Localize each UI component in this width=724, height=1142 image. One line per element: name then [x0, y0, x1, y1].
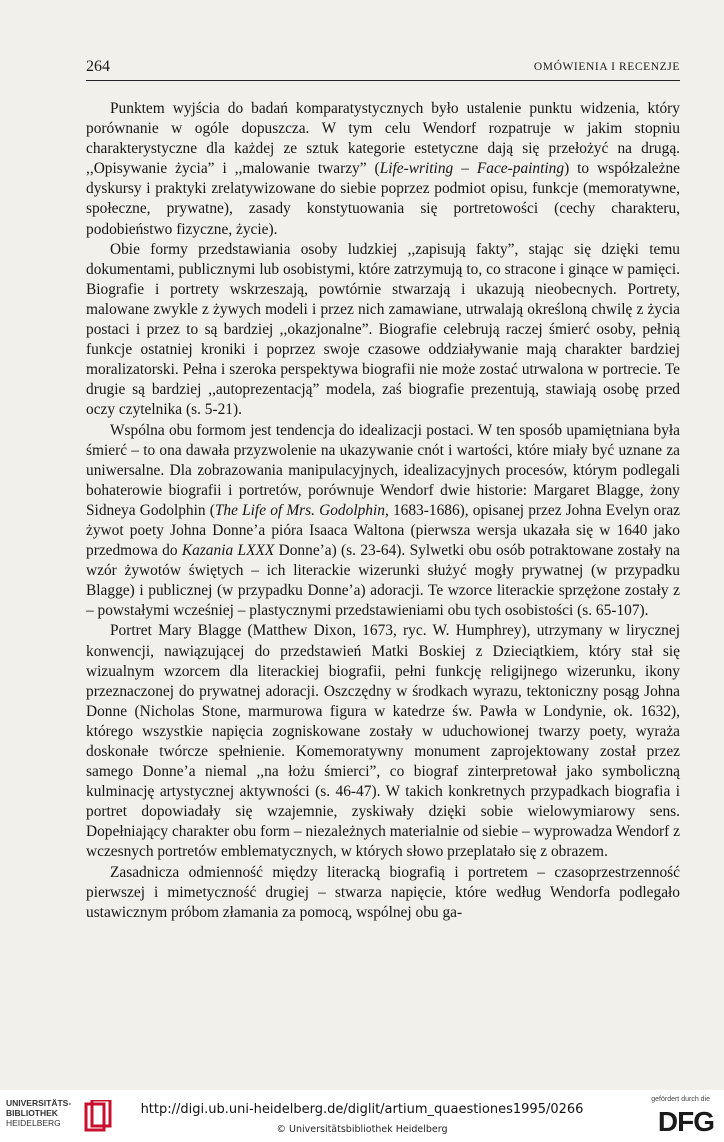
copyright-notice: © Universitätsbibliothek Heidelberg — [276, 1124, 448, 1135]
paragraph: Portret Mary Blagge (Matthew Dixon, 1673, ryc. W. Humphrey), utrzymany w lirycznej konwencji, nawiązującej do przedstawień Matki Boskiej z Dzieciątkiem, który stał się wizualnym wzorcem dla literackiej biografii, pełni funkcję religijnego wizerunku, ikony przeznaczonej do prywatnej adoracji. Oszczędny w środkach wyrazu, tektoniczny posąg Johna Donne (Nicholas Stone, marmurowa figura w katedrze św. Pawła w Londynie, ok. 1632), którego wszystkie napięcia zogniskowane zostały w uduchowionej twarzy poety, wyraża doskonałe twórcze spełnienie. Komemoratywny monument zaprojektowany został przez samego Donne’a niemal ,,na łożu śmierci”, co biograf zinterpretował jako symboliczną kulminację artystycznej aktywności (s. 46-47). W takich konkretnych przypadkach biografia i portret dopowiadały się wzajemnie, zyskiwały dzięki sobie wielowymiarowy sens. Dopełniający charakter obu form – niezależnych materialnie od siebie – wyprowadza Wendorf z wczesnych portretów emblematycznych, w których słowo przeplatało się z obrazem. — [86, 622, 680, 861]
viewer-footer — [0, 1090, 724, 1142]
italic-title: The Life of Mrs. Godolphin — [214, 501, 385, 519]
paragraph: Wspólna obu formom jest tendencja do idealizacji postaci. W ten sposób upamiętniana była śmierć – to ona dawała przyzwolenie na ukazywanie cnót i wartości, które miały być uznane za uniwersalne. Dla zobrazowania manipulacyjnych, idealizacyjnych procesów, którym podlegali bohaterowie biografii i portretów, porównuje Wendorf dwie historie: Margaret Blagge, żony Sidneya Godolphin (The Life of Mrs. Godolphin, 1683-1686), opisanej przez Johna Evelyn oraz żywot poety Johna Donne’a pióra Isaaca Waltona (pierwsza wersja ukazała się w 1640 jako przedmowa do Kazania LXXX Donne’a) (s. 23-64). Sylwetki obu osób potraktowane zostały na wzór żywotów świętych – ich literackie wizerunki służyć mogły prywatnej (w przypadku Blagge) i publicznej (w przypadku Donne’a) adoracji. Te wzorce literackie sprzężone zostały z – powstałymi wcześniej – plastycznymi przedstawieniami obu tych osobistości (s. 65-107). — [86, 421, 680, 620]
paragraph: Punktem wyjścia do badań komparatystycznych było ustalenie punktu widzenia, który porównanie w ogóle dopuszcza. W tym celu Wendorf rozpatruje w jakim stopniu charakterystyczne dla każdej ze sztuk kategorie estetyczne dają się przełożyć na drugą. ,,Opisywanie życia” i ,,malowanie twarzy” (Life-writing – Face-painting) to współzależne dyskursy i praktyki zrelatywizowane do siebie poprzez podmiot opisu, funkcje (memoratywne, społeczne, prywatne), zasady konstytuowania się portretowości (cechy charakteru, podobieństwo fizyczne, życie). — [86, 100, 680, 238]
sponsor-caption: gefördert durch die — [651, 1096, 710, 1103]
page-number: 264 — [86, 58, 110, 75]
paragraph: Zasadnicza odmienność między literacką biografią i portretem – czasoprzestrzenność pierwszej i mimetyczność drugiej – stwarza napięcie, które według Wendorfa podlegało ustawicznym próbom złamania za pomocą, wspólnej obu ga- — [86, 863, 680, 921]
paragraph: Obie formy przedstawiania osoby ludzkiej ,,zapisują fakty”, stając się dzięki temu dokumentami, publicznymi lub osobistymi, które zatrzymują to, co stracone i ginące w pamięci. Biografie i portrety wskrzeszają, powtórnie stwarzają i ukazują nieobecnych. Portrety, malowane zwykle z żywych modeli i przez nich zamawiane, utrwalają określoną chwilę z życia postaci i przez to są bardziej ,,okazjonalne”. Biografie celebrują raczej śmierć osoby, pełnią funkcje ostatniej kroniki i poprzez swoje czasowe oddziaływanie mają charakter bardziej moralizatorski. Pełna i szeroka perspektywa biografii nie może zostać utrwalona w portrecie. Te drugie są bardziej ,,autoprezentacją” modela, zaś biografie prezentują, stawiają osobę przed oczy czytelnika (s. 5-21). — [86, 240, 680, 419]
library-name: UNIVERSITÄTS- BIBLIOTHEK HEIDELBERG — [6, 1098, 72, 1128]
permalink-url[interactable]: http://digi.ub.uni-heidelberg.de/diglit/artium_quaestiones1995/0266 — [140, 1102, 584, 1117]
running-head — [86, 58, 680, 81]
dfg-logo[interactable] — [634, 1096, 714, 1138]
dfg-wordmark: DFG — [657, 1106, 714, 1137]
italic-title: Life-writing – Face-painting — [379, 160, 565, 178]
italic-title: Kazania LXXX — [181, 542, 275, 560]
body-text — [86, 99, 680, 923]
section-title: OMÓWIENIA I RECENZJE — [533, 61, 680, 73]
